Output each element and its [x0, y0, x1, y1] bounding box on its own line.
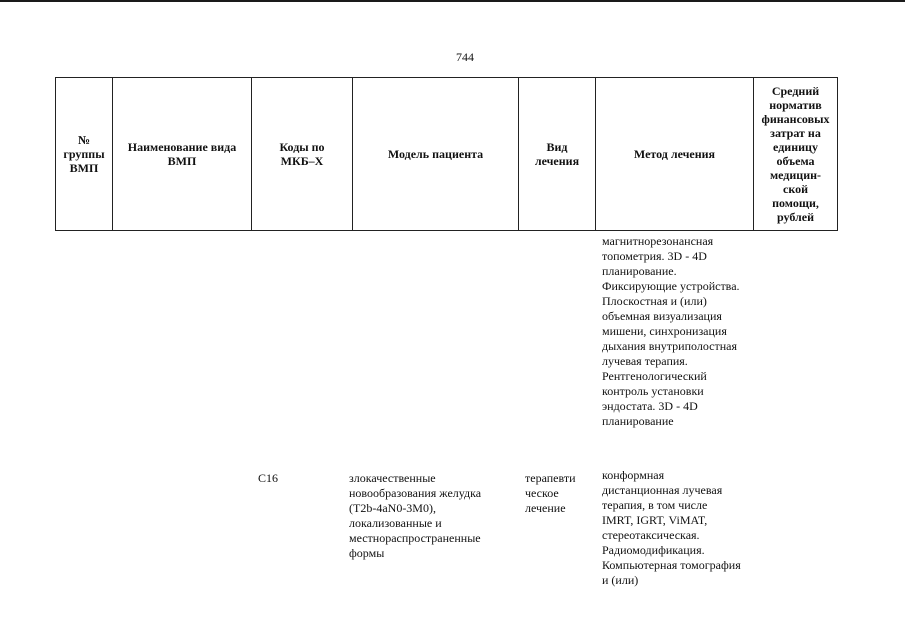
header-row — [56, 78, 838, 231]
header-avg-cost: Средний норматив финансовых затрат на единицу объема медицин- ской помощи, рублей — [754, 78, 838, 231]
row2-icd-code: C16 — [258, 471, 279, 485]
header-icd-codes: Коды по МКБ–X — [252, 78, 353, 231]
table-header — [55, 77, 838, 231]
header-vmp-name: Наименование вида ВМП — [113, 78, 252, 231]
row2-treatment-kind: терапевти ческое лечение — [525, 471, 576, 515]
header-treatment-kind: Вид лечения — [519, 78, 596, 231]
page-number: 744 — [456, 50, 474, 64]
page-top-border — [0, 0, 905, 2]
header-treatment-method: Метод лечения — [596, 78, 754, 231]
row2-treatment-method: конформная дистанционная лучевая терапия, в том числе IMRT, IGRT, ViMAT, стереотаксическая. Радиомодификация. Компьютерная томография и (или) — [602, 468, 741, 587]
header-patient-model: Модель пациента — [353, 78, 519, 231]
header-group-number: № группы ВМП — [56, 78, 113, 231]
row2-patient-model: злокачественные новообразования желудка (T2b-4aN0-3M0), локализованные и местнораспространенные формы — [349, 471, 482, 560]
row1-treatment-method: магнитнорезонансная топометрия. 3D - 4D планирование. Фиксирующие устройства. Плоскостная и (или) объемная визуализация мишени, синхронизация дыхания внутриполостная лучевая терапия. Рентгенологический контроль установки эндостата. 3D - 4D планирование — [602, 234, 740, 428]
